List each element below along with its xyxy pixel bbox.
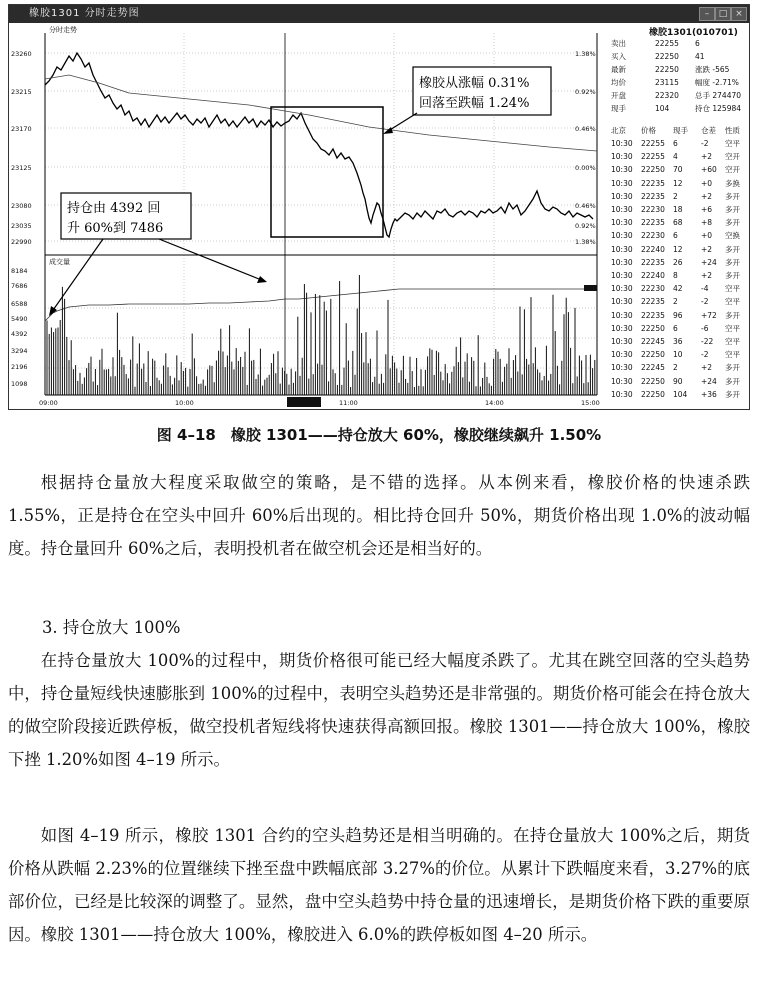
quote-row: 现手 104 持仓 125984 xyxy=(611,104,742,113)
tick-row: 10:30 22250 10 -2 空平 xyxy=(611,350,740,360)
time-tick: 11:00 xyxy=(339,399,358,407)
price-tick: 23080 xyxy=(11,202,32,210)
volume-tick: 7686 xyxy=(11,282,28,290)
paragraph-2: 在持仓量放大 100%的过程中，期货价格很可能已经大幅度杀跌了。尤其在跳空回落的空头趋势中，持仓量短线快速膨胀到 100%的过程中，表明空头趋势还是非常强的。期货价格可能会在持仓放大的做空阶段接近跌停板，做空投机者短线将快速获得高额回报。橡胶 1301——持仓放大 100%，橡胶下挫 1.20%如图 4–19 所示。 xyxy=(8,651,750,769)
paragraph-1: 根据持仓量放大程度采取做空的策略，是不错的选择。从本例来看，橡胶价格的快速杀跌 1.55%，正是持仓在空头中回升 60%后出现的。相比持仓回升 50%，期货价格出现 1.0%的波动幅度。持仓量回升 60%之后，表明投机者在做空机会还是相当好的。 xyxy=(8,473,750,558)
pct-tick: 0.92% xyxy=(575,222,596,230)
tick-row: 10:30 22230 6 +0 空换 xyxy=(611,231,740,241)
tick-row: 10:30 22240 12 +2 多开 xyxy=(611,244,740,254)
pct-tick: 0.92% xyxy=(575,88,596,96)
price-tick: 23125 xyxy=(11,164,32,172)
oi-note-line1: 持仓由 4392 回 xyxy=(67,201,161,216)
section-heading: 3. 持仓放大 100% xyxy=(42,618,181,637)
tick-row: 10:30 22230 42 -4 空平 xyxy=(611,284,740,294)
tick-row: 10:30 22235 68 +8 多开 xyxy=(611,218,740,228)
tick-row: 10:30 22235 96 +72 多开 xyxy=(611,310,740,320)
tick-row: 10:30 22250 6 -6 空平 xyxy=(611,323,740,333)
figure-caption: 图 4–18 橡胶 1301——持仓放大 60%，橡胶继续飙升 1.50% xyxy=(156,426,602,444)
time-tick: 09:00 xyxy=(39,399,58,407)
pct-tick: 0.00% xyxy=(575,164,596,172)
tick-row: 10:30 22230 18 +6 多开 xyxy=(611,205,740,214)
chart-mode-label: 分时走势 xyxy=(49,26,77,34)
tick-row: 10:30 22245 2 +2 多开 xyxy=(611,363,740,373)
ticks-header-row: 北京 价格 现手 仓差 性质 xyxy=(611,126,740,135)
volume-tick: 4392 xyxy=(11,330,28,338)
oi-note-line2: 升 60%到 7486 xyxy=(67,221,164,236)
scroll-thumb[interactable] xyxy=(287,397,321,407)
close-icon[interactable]: × xyxy=(731,7,747,21)
quote-row: 买入 22250 41 xyxy=(611,52,705,61)
tick-row: 10:30 22255 4 +2 空开 xyxy=(611,152,740,162)
volume-tick: 1098 xyxy=(11,380,28,388)
drop-note-line2: 回落至跌幅 1.24% xyxy=(419,96,530,111)
volume-label: 成交量 xyxy=(49,258,70,266)
time-tick: 10:00 xyxy=(175,399,194,407)
quote-row: 最新 22250 涨跌 -565 xyxy=(611,65,730,74)
quote-row: 开盘 22320 总手 274470 xyxy=(611,91,742,100)
pct-tick: 0.46% xyxy=(575,202,596,210)
tick-row: 10:30 22250 70 +60 空开 xyxy=(611,165,740,175)
oi-marker xyxy=(584,285,597,291)
volume-tick: 6588 xyxy=(11,300,28,308)
price-tick: 23215 xyxy=(11,88,32,96)
volume-tick: 8184 xyxy=(11,267,28,275)
quote-panel xyxy=(607,23,749,409)
tick-row: 10:30 22250 104 +36 多开 xyxy=(611,389,740,399)
tick-row: 10:30 22240 8 +2 多开 xyxy=(611,271,740,280)
tick-row: 10:30 22235 2 +2 多开 xyxy=(611,191,740,201)
pct-tick: 1.38% xyxy=(575,238,596,246)
intraday-chart xyxy=(9,23,607,409)
volume-tick: 2196 xyxy=(11,363,28,371)
tick-row: 10:30 22250 90 +24 多开 xyxy=(611,376,740,386)
price-tick: 22990 xyxy=(11,238,32,246)
contract-header: 橡胶1301(010701) xyxy=(649,28,738,38)
pct-tick: 0.46% xyxy=(575,125,596,133)
volume-tick: 5490 xyxy=(11,315,28,323)
tick-row: 10:30 22255 6 -2 空平 xyxy=(611,139,740,148)
window-titlebar xyxy=(9,5,749,23)
maximize-icon[interactable]: □ xyxy=(715,7,731,21)
pct-tick: 1.38% xyxy=(575,50,596,58)
tick-row: 10:30 22245 36 -22 空平 xyxy=(611,337,740,346)
price-tick: 23260 xyxy=(11,50,32,58)
time-tick: 15:00 xyxy=(581,399,600,407)
volume-tick: 3294 xyxy=(11,347,28,355)
minimize-icon[interactable]: – xyxy=(699,7,715,21)
price-tick: 23170 xyxy=(11,125,32,133)
window-title: 橡胶1301 分时走势图 xyxy=(29,8,140,19)
tick-row: 10:30 22235 2 -2 空平 xyxy=(611,297,740,307)
time-tick: 14:00 xyxy=(485,399,504,407)
price-tick: 23035 xyxy=(11,222,32,230)
drop-note-line1: 橡胶从涨幅 0.31% xyxy=(419,76,530,91)
paragraph-3: 如图 4–19 所示，橡胶 1301 合约的空头趋势还是相当明确的。在持仓量放大 100%之后，期货价格从跌幅 2.23%的位置继续下挫至盘中跌幅底部 3.27%的价位。从累计下跌幅度来看，3.27%的底部价位，已经是比较深的调整了。显然，盘中空头趋势中持仓量的迅速增长，是期货价格下跌的重要原因。橡胶 1301——持仓放大 100%，橡胶进入 6.0%的跌停板如图 4–20 所示。 xyxy=(8,826,750,944)
tick-row: 10:30 22235 26 +24 多开 xyxy=(611,257,740,267)
quote-row: 卖出 22255 6 xyxy=(611,39,700,48)
quote-row: 均价 23115 幅度 -2.71% xyxy=(611,78,739,87)
trading-window xyxy=(8,4,750,410)
tick-row: 10:30 22235 12 +0 多换 xyxy=(611,178,740,188)
